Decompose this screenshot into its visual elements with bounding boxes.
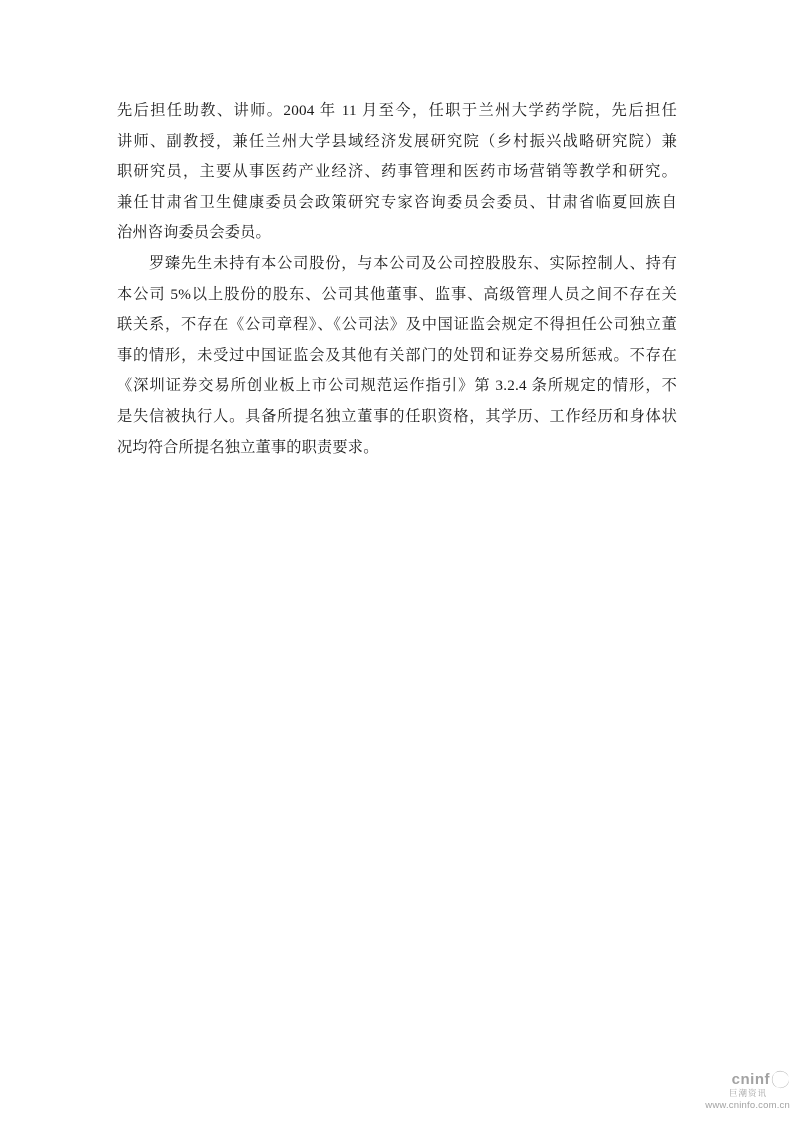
cninfo-chinese-name: 巨潮资讯 [728, 1089, 767, 1099]
cninfo-watermark [680, 1070, 790, 1112]
text-line: 职研究员，主要从事医药产业经济、药事管理和医药市场营销等教学和研究。 [117, 163, 677, 181]
text-line: 兼任甘肃省卫生健康委员会政策研究专家咨询委员会委员、甘肃省临夏回族自 [117, 193, 677, 211]
text-line: 先后担任助教、讲师。2004 年 11 月至今，任职于兰州大学药学院，先后担任 [117, 102, 677, 119]
text-line: 联关系，不存在《公司章程》、《公司法》及中国证监会规定不得担任公司独立董 [117, 316, 677, 334]
document-text [117, 96, 677, 463]
text-line: 《深圳证券交易所创业板上市公司规范运作指引》第 3.2.4 条所规定的情形，不 [117, 377, 677, 395]
cninfo-url: www.cninfo.com.cn [705, 1100, 790, 1111]
text-line: 本公司 5%以上股份的股东、公司其他董事、监事、高级管理人员之间不存在关 [117, 285, 677, 303]
text-line: 事的情形，未受过中国证监会及其他有关部门的处罚和证券交易所惩戒。不存在 [117, 346, 677, 364]
text-line: 治州咨询委员会委员。 [117, 224, 271, 242]
paragraph [117, 96, 677, 249]
cninfo-swirl-icon [771, 1070, 790, 1089]
text-line: 况均符合所提名独立董事的职责要求。 [117, 438, 379, 456]
text-line: 讲师、副教授，兼任兰州大学县域经济发展研究院（乡村振兴战略研究院）兼 [117, 132, 677, 150]
text-line: 罗臻先生未持有本公司股份，与本公司及公司控股股东、实际控制人、持有 [149, 254, 677, 272]
cninfo-brand-row [680, 1070, 790, 1089]
paragraph [117, 249, 677, 463]
cninfo-logo-text: cninf [731, 1070, 770, 1088]
text-line: 是失信被执行人。具备所提名独立董事的任职资格，其学历、工作经历和身体状 [117, 407, 677, 425]
